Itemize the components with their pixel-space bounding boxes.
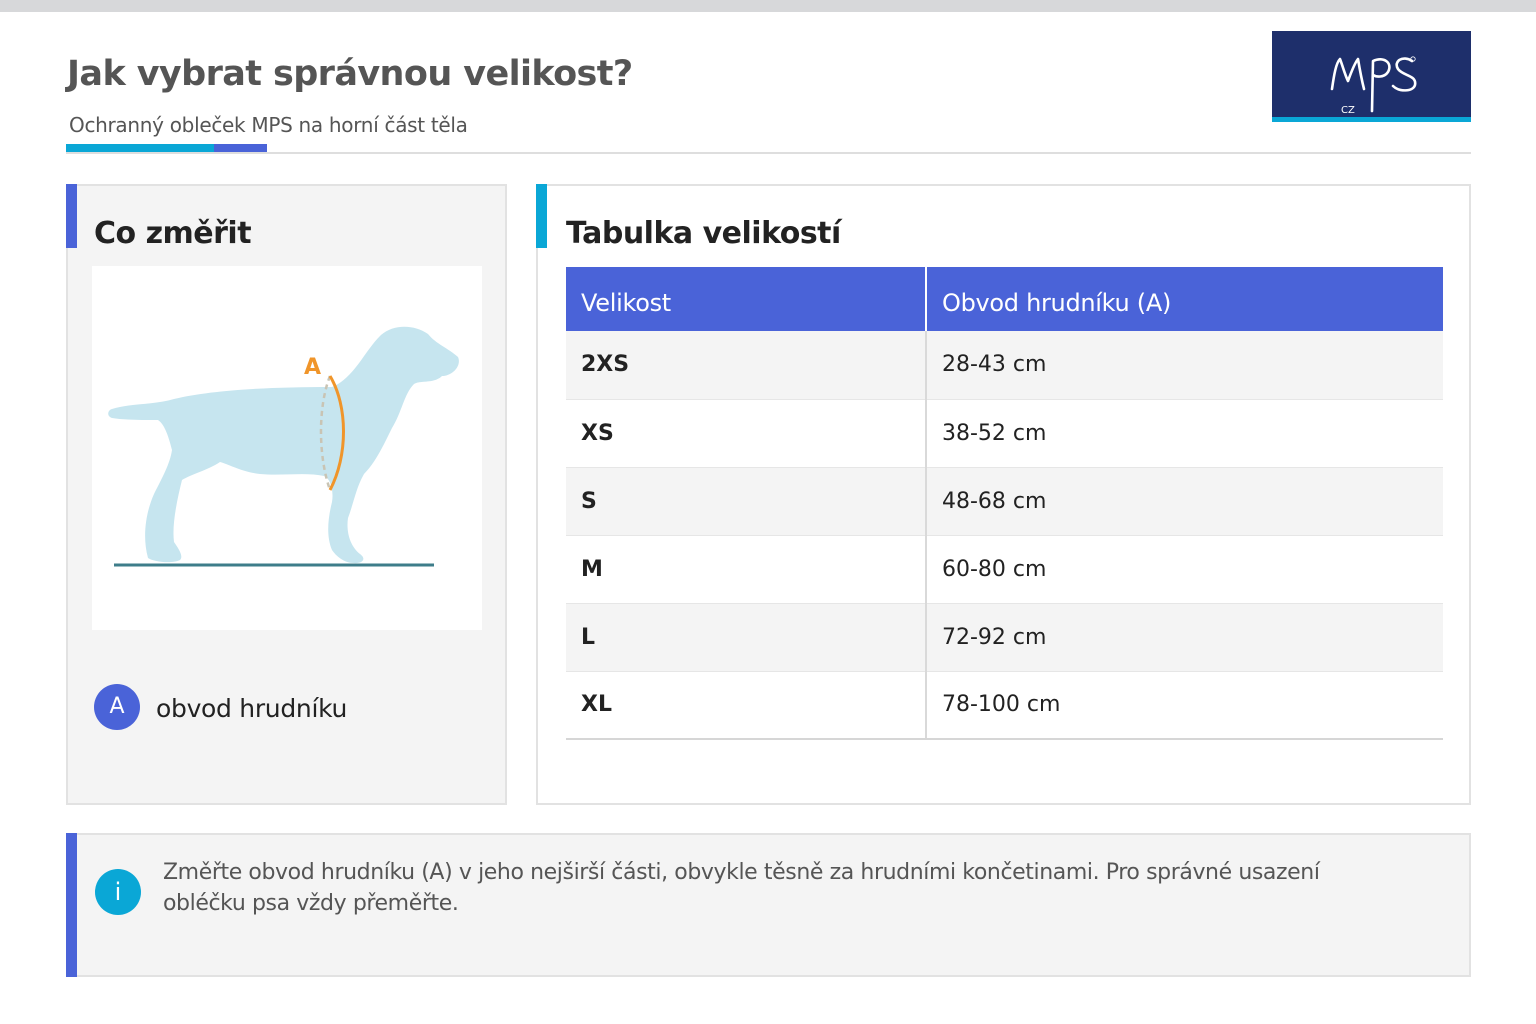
chest-cell: 38-52 cm (926, 399, 1443, 467)
table-header-row (566, 267, 1443, 331)
mps-logo (1272, 31, 1471, 122)
legend-badge: A (94, 684, 140, 730)
title-accent-blue (214, 144, 267, 152)
table-row (566, 399, 1443, 467)
measure-marker-label: A (304, 355, 322, 380)
dog-measurement-diagram (92, 266, 482, 630)
table-row (566, 331, 1443, 399)
table-row (566, 467, 1443, 535)
info-text: Změřte obvod hrudníku (A) v jeho nejširší části, obvykle těsně za hrudními končetinami. Pro správné usazení obléčku psa vždy přeměřte. (163, 860, 1320, 916)
measure-panel (66, 184, 507, 805)
page-title: Jak vybrat správnou velikost? (67, 54, 633, 94)
logo-small-text: CZ (1341, 105, 1355, 116)
chest-cell: 48-68 cm (926, 467, 1443, 535)
mps-logo-mark (1272, 31, 1471, 117)
size-panel-accent (536, 184, 547, 248)
page-subtitle: Ochranný obleček MPS na horní část těla (69, 113, 468, 137)
column-header-chest: Obvod hrudníku (A) (926, 267, 1443, 331)
title-accent-cyan (66, 144, 214, 152)
top-strip (0, 0, 1536, 12)
size-cell: 2XS (566, 331, 926, 399)
title-divider (66, 152, 1471, 154)
dog-illustration (92, 266, 482, 630)
column-header-size: Velikost (566, 267, 926, 331)
info-note-accent (66, 833, 77, 977)
chest-cell: 60-80 cm (926, 535, 1443, 603)
info-icon: i (95, 869, 141, 915)
size-table (566, 267, 1443, 740)
measure-panel-accent (66, 184, 77, 248)
legend-label: obvod hrudníku (156, 694, 348, 723)
size-panel (536, 184, 1471, 805)
measure-panel-heading: Co změřit (94, 216, 252, 251)
size-cell: M (566, 535, 926, 603)
table-row (566, 603, 1443, 671)
dog-silhouette (108, 327, 459, 563)
size-cell: L (566, 603, 926, 671)
size-cell: XL (566, 671, 926, 739)
chest-cell: 72-92 cm (926, 603, 1443, 671)
table-row (566, 671, 1443, 739)
chest-cell: 28-43 cm (926, 331, 1443, 399)
size-cell: XS (566, 399, 926, 467)
size-cell: S (566, 467, 926, 535)
chest-cell: 78-100 cm (926, 671, 1443, 739)
info-note (66, 833, 1471, 977)
size-panel-heading: Tabulka velikostí (566, 216, 841, 251)
table-row (566, 535, 1443, 603)
